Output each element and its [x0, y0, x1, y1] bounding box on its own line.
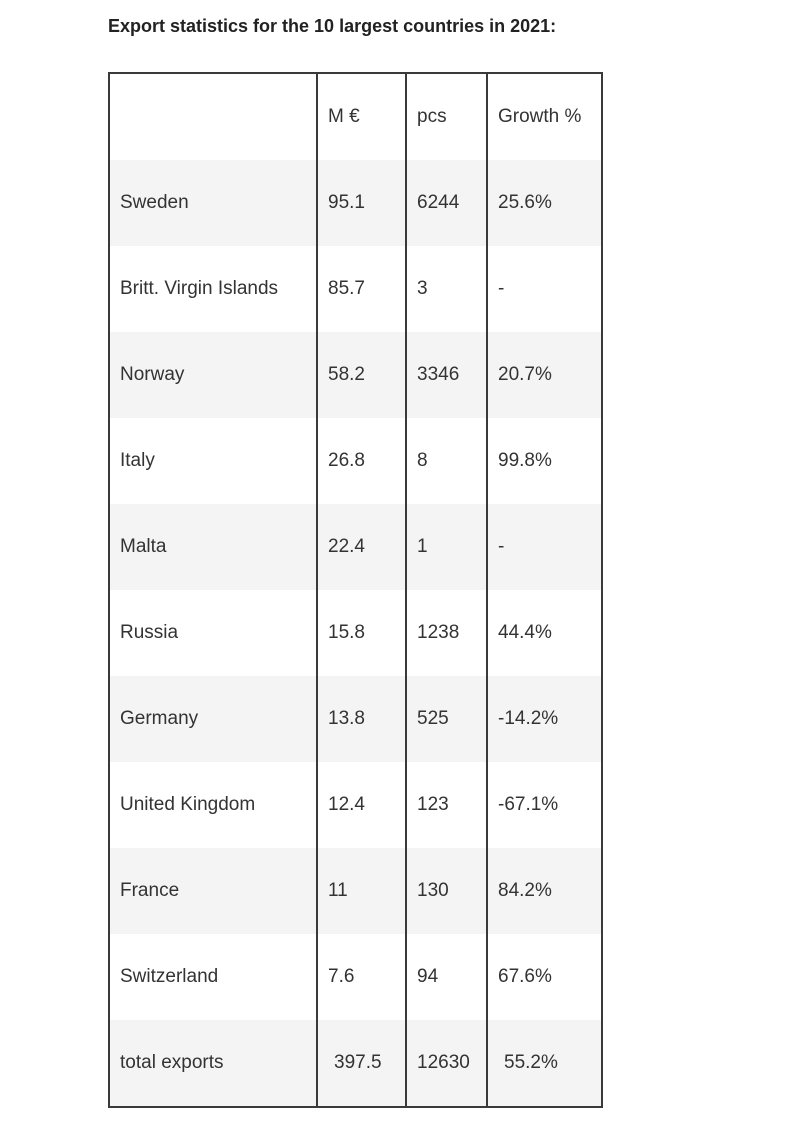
- growth-cell: 25.6%: [498, 192, 552, 213]
- growth-cell: -: [498, 278, 505, 299]
- million-euro-cell: 22.4: [317, 504, 406, 590]
- table-row: [110, 418, 601, 504]
- pcs-cell: 3346: [406, 332, 487, 418]
- growth-cell: 84.2%: [498, 880, 552, 901]
- pcs-cell: 1238: [406, 590, 487, 676]
- country-cell: Russia: [110, 590, 317, 676]
- table-row: [110, 934, 601, 1020]
- total-label-cell: total exports: [110, 1020, 317, 1106]
- country-cell: Sweden: [110, 160, 317, 246]
- header-row: [110, 74, 601, 160]
- growth-cell: 99.8%: [498, 450, 552, 471]
- million-euro-cell: 26.8: [317, 418, 406, 504]
- header-country: [110, 74, 317, 160]
- million-euro-cell: 12.4: [317, 762, 406, 848]
- country-cell: Switzerland: [110, 934, 317, 1020]
- total-growth-cell: 55.2%: [504, 1052, 558, 1073]
- million-euro-cell: 7.6: [317, 934, 406, 1020]
- growth-cell: -67.1%: [498, 794, 559, 815]
- country-cell: Britt. Virgin Islands: [110, 246, 317, 332]
- export-statistics-table: [110, 74, 601, 1106]
- growth-cell: 20.7%: [498, 364, 552, 385]
- pcs-cell: 1: [406, 504, 487, 590]
- country-cell: Norway: [110, 332, 317, 418]
- million-euro-cell: 95.1: [317, 160, 406, 246]
- million-euro-cell: 11: [317, 848, 406, 934]
- country-cell: United Kingdom: [110, 762, 317, 848]
- table-row: [110, 676, 601, 762]
- pcs-cell: 3: [406, 246, 487, 332]
- country-cell: Malta: [110, 504, 317, 590]
- growth-cell: -: [498, 536, 505, 557]
- table-row: [110, 332, 601, 418]
- header-growth: Growth %: [498, 106, 582, 127]
- pcs-cell: 130: [406, 848, 487, 934]
- table-row: [110, 246, 601, 332]
- table-row: [110, 762, 601, 848]
- million-euro-cell: 85.7: [317, 246, 406, 332]
- header-million-euro: M €: [317, 74, 406, 160]
- country-cell: France: [110, 848, 317, 934]
- growth-cell: -14.2%: [498, 708, 559, 729]
- table-row: [110, 504, 601, 590]
- table-row: [110, 590, 601, 676]
- country-cell: Germany: [110, 676, 317, 762]
- table-row: [110, 848, 601, 934]
- growth-cell: 44.4%: [498, 622, 552, 643]
- page-title: Export statistics for the 10 largest countries in 2021:: [108, 16, 557, 36]
- total-row: [110, 1020, 601, 1106]
- pcs-cell: 8: [406, 418, 487, 504]
- export-table-container: [108, 72, 603, 1108]
- pcs-cell: 123: [406, 762, 487, 848]
- pcs-cell: 6244: [406, 160, 487, 246]
- million-euro-cell: 58.2: [317, 332, 406, 418]
- pcs-cell: 525: [406, 676, 487, 762]
- total-pcs-cell: 12630: [406, 1020, 487, 1106]
- million-euro-cell: 13.8: [317, 676, 406, 762]
- table-row: [110, 160, 601, 246]
- country-cell: Italy: [110, 418, 317, 504]
- growth-cell: 67.6%: [498, 966, 552, 987]
- million-euro-cell: 15.8: [317, 590, 406, 676]
- header-pcs: pcs: [406, 74, 487, 160]
- pcs-cell: 94: [406, 934, 487, 1020]
- total-million-euro-cell: 397.5: [317, 1020, 406, 1106]
